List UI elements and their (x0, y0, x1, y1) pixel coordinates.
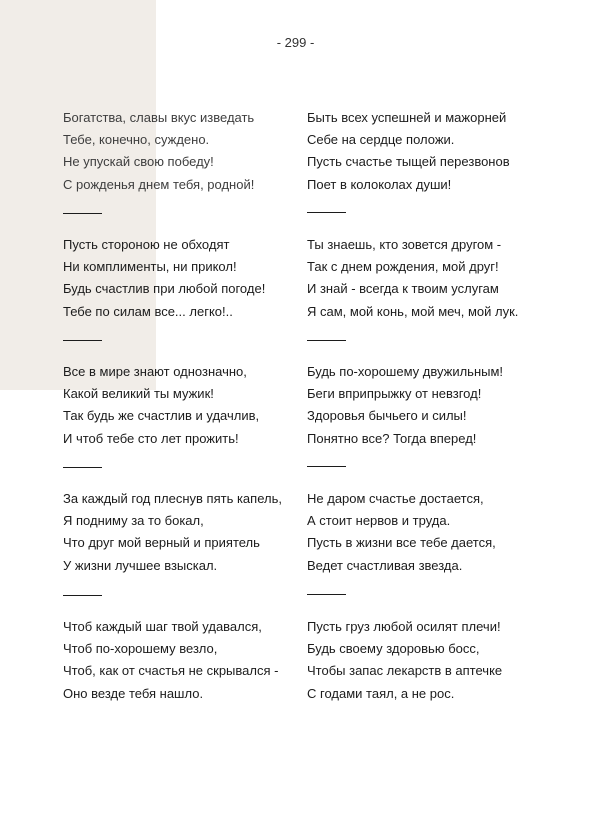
poem-line: Богатства, славы вкус изведать (63, 110, 255, 125)
stanza (307, 107, 577, 196)
poem-line: Все в мире знают однозначно, (63, 364, 247, 379)
stanza (63, 234, 303, 323)
poem-line: Что друг мой верный и приятель (63, 535, 260, 551)
poem-line: Понятно все? Тогда вперед! (307, 430, 477, 446)
stanza (307, 361, 577, 450)
stanza-divider (307, 212, 346, 213)
poem-line: Не упускай свою победу! (63, 154, 214, 170)
stanza (63, 107, 303, 196)
poem-line: Я сам, мой конь, мой меч, мой лук. (307, 303, 519, 319)
poem-line: Чтоб, как от счастья не скрывался - (63, 663, 279, 679)
poem-line: Пусть груз любой осилят плечи! (307, 619, 501, 634)
poem-line: У жизни лучшее взыскал. (63, 557, 218, 573)
stanza (307, 234, 577, 323)
poem-line: Будь по-хорошему двужильным! (307, 364, 504, 379)
poem-line: Ни комплименты, ни прикол! (63, 259, 237, 275)
stanza (307, 616, 577, 705)
stanza-divider (63, 595, 102, 596)
poem-line: Здоровья бычьего и силы! (307, 408, 467, 424)
stanza-divider (307, 594, 346, 595)
poem-line: За каждый год плеснув пять капель, (63, 491, 282, 506)
poem-line: Так с днем рождения, мой друг! (307, 259, 499, 275)
poem-line: Пусть в жизни все тебе дается, (307, 535, 496, 551)
stanza (307, 488, 577, 577)
poem-line: Тебе, конечно, суждено. (63, 132, 210, 148)
poem-line: Поет в колоколах души! (307, 176, 452, 192)
poem-line: Пусть счастье тыщей перезвонов (307, 154, 510, 170)
stanza-divider (307, 466, 346, 467)
page-number: - 299 - (276, 35, 315, 50)
poem-line: Чтобы запас лекарств в аптечке (307, 663, 503, 679)
poem-line: Какой великий ты мужик! (63, 386, 214, 402)
poem-line: Беги вприпрыжку от невзгод! (307, 386, 482, 402)
poem-line: Так будь же счастлив и удачлив, (63, 408, 260, 424)
poem-line: Быть всех успешней и мажорней (307, 110, 507, 125)
stanza-divider (63, 340, 102, 341)
stanza (63, 616, 303, 705)
stanza-divider (63, 467, 102, 468)
stanza-divider (307, 340, 346, 341)
poem-line: Будь счастлив при любой погоде! (63, 281, 266, 297)
poem-line: Я подниму за то бокал, (63, 513, 204, 529)
stanza (63, 488, 303, 577)
poem-line: Чтоб по-хорошему везло, (63, 641, 218, 657)
poem-line: Будь своему здоровью босс, (307, 641, 480, 657)
poem-line: С годами таял, а не рос. (307, 685, 455, 701)
poem-line: Себе на сердце положи. (307, 132, 455, 148)
poem-line: С рожденья днем тебя, родной! (63, 176, 255, 192)
poem-line: Пусть стороною не обходят (63, 237, 230, 252)
stanza (63, 361, 303, 450)
poem-line: И знай - всегда к твоим услугам (307, 281, 499, 297)
poem-line: И чтоб тебе сто лет прожить! (63, 430, 239, 446)
poem-line: Чтоб каждый шаг твой удавался, (63, 619, 262, 634)
poem-line: Тебе по силам все... легко!.. (63, 303, 233, 319)
poem-line: А стоит нервов и труда. (307, 513, 451, 529)
poem-line: Ведет счастливая звезда. (307, 557, 463, 573)
poem-line: Оно везде тебя нашло. (63, 685, 204, 701)
stanza-divider (63, 213, 102, 214)
poem-line: Ты знаешь, кто зовется другом - (307, 237, 502, 252)
poem-line: Не даром счастье достается, (307, 491, 484, 506)
